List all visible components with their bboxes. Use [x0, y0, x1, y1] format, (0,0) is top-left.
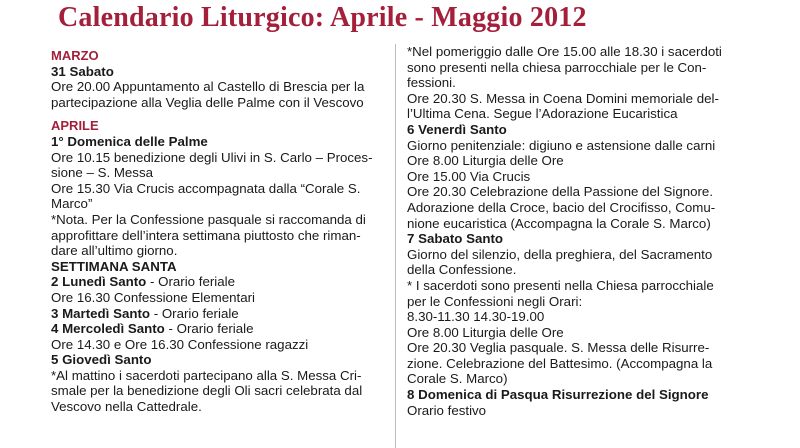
day-heading: 5 Giovedì Santo	[51, 352, 152, 368]
text-line: Giorno penitenziale: digiuno e astensione dalle carni	[407, 137, 716, 153]
day-note: - Orario feriale	[146, 274, 235, 290]
text-line: Ore 20.30 S. Messa in Coena Domini memoriale del-	[407, 90, 719, 106]
page-title: Calendario Liturgico: Aprile - Maggio 2012	[58, 2, 587, 33]
text-line: Ore 10.15 benedizione degli Ulivi in S. Carlo – Proces-	[51, 149, 373, 165]
text-line: Ore 15.30 Via Crucis accompagnata dalla “Corale S.	[51, 180, 361, 196]
day-entry	[51, 274, 391, 290]
text-line: Ore 16.30 Confessione Elementari	[51, 289, 255, 305]
text-line: Corale S. Marco)	[407, 371, 508, 387]
text-line: Ore 15.00 Via Crucis	[407, 168, 531, 184]
day-heading: 8 Domenica di Pasqua Risurrezione del Signore	[407, 387, 709, 403]
day-heading: 6 Venerdì Santo	[407, 121, 507, 137]
text-line: fessioni.	[407, 75, 456, 91]
text-line: Giorno del silenzio, della preghiera, del Sacramento	[407, 246, 713, 262]
text-line: *Nota. Per la Confessione pasquale si raccomanda di	[51, 211, 366, 227]
text-line: sono presenti nella chiesa parrocchiale per le Con-	[407, 59, 707, 75]
day-note: - Orario feriale	[150, 305, 239, 321]
text-line: *Nel pomeriggio dalle Ore 15.00 alle 18.30 i sacerdoti	[407, 44, 722, 59]
column-divider	[395, 44, 396, 448]
text-line: sione – S. Messa	[51, 165, 153, 181]
month-heading-aprile: APRILE	[51, 118, 99, 134]
text-line: Ore 8.00 Liturgia delle Ore	[407, 324, 564, 340]
day-heading: 4 Mercoledì Santo	[51, 321, 165, 337]
day-entry	[51, 306, 391, 322]
text-line: Marco”	[51, 196, 93, 212]
text-line: l’Ultima Cena. Segue l’Adorazione Eucaristica	[407, 106, 678, 122]
text-line: * I sacerdoti sono presenti nella Chiesa parrocchiale	[407, 277, 714, 293]
text-line: *Al mattino i sacerdoti partecipano alla S. Messa Cri-	[51, 367, 362, 383]
text-line: Ore 8.00 Liturgia delle Ore	[407, 153, 564, 169]
day-heading: 3 Martedì Santo	[51, 305, 151, 321]
text-line: Vescovo nella Cattedrale.	[51, 399, 202, 415]
text-line: nione eucaristica (Accompagna la Corale S. Marco)	[407, 215, 711, 231]
text-line: Ore 14.30 e Ore 16.30 Confessione ragazzi	[51, 336, 309, 352]
text-line: smale per la benedizione degli Oli sacri celebrata dal	[51, 383, 363, 399]
section-heading: SETTIMANA SANTA	[51, 258, 177, 274]
day-heading: 31 Sabato	[51, 63, 114, 79]
text-line: partecipazione alla Veglia delle Palme con il Vescovo	[51, 94, 364, 110]
text-line: approfittare dell’intera settimana piuttosto che riman-	[51, 227, 361, 243]
text-line: dare all’ultimo giorno.	[51, 243, 178, 259]
day-entry	[51, 321, 391, 337]
left-column	[51, 48, 391, 415]
text-line: Ore 20.00 Appuntamento al Castello di Brescia per la	[51, 79, 365, 95]
text-line: Orario festivo	[407, 402, 487, 418]
text-line: Adorazione della Croce, bacio del Crocifisso, Comu-	[407, 199, 716, 215]
text-line: Ore 20.30 Celebrazione della Passione del Signore.	[407, 184, 714, 200]
day-heading: 7 Sabato Santo	[407, 231, 504, 247]
text-line: della Confessione.	[407, 262, 517, 278]
day-heading: 1° Domenica delle Palme	[51, 133, 208, 149]
text-line: 8.30-11.30 14.30-19.00	[407, 309, 545, 325]
right-column	[407, 44, 755, 418]
text-line: Ore 20.30 Veglia pasquale. S. Messa delle Risurre-	[407, 340, 710, 356]
day-note: - Orario feriale	[164, 321, 254, 337]
text-line: per le Confessioni negli Orari:	[407, 293, 583, 309]
day-heading: 2 Lunedì Santo	[51, 274, 147, 290]
text-line: zione. Celebrazione del Battesimo. (Accompagna la	[407, 355, 713, 371]
month-heading-marzo: MARZO	[51, 48, 99, 63]
